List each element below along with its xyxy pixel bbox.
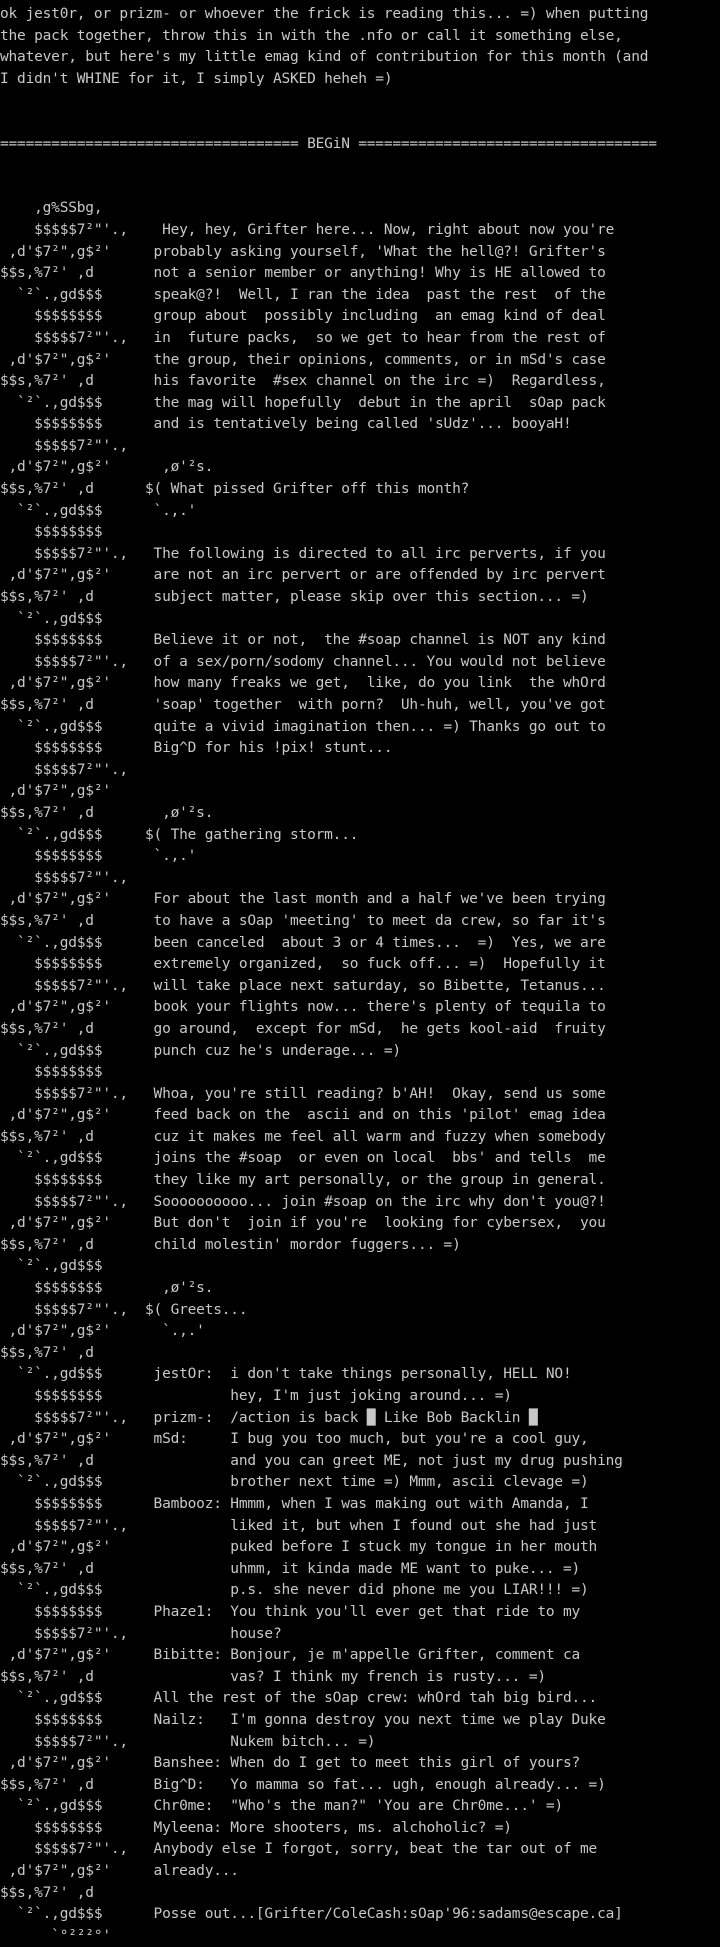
text-line: $$$$$7²"'., liked it, but when I found out she had just	[0, 1517, 598, 1534]
text-line: `²`.,gd$$$ `.,.'	[0, 502, 197, 519]
text-line: $$$$$7²"'., prizm-: /action is back █ Like Bob Backlin █	[0, 1409, 538, 1426]
text-line: $$$$$$$$	[0, 524, 103, 541]
text-line: `²`.,gd$$$ brother next time =) Mmm, ascii clevage =)	[0, 1474, 589, 1491]
text-line: `²`.,gd$$$	[0, 610, 103, 627]
text-line: $$$$$$$$ and is tentatively being called 'sUdz'... booyaH!	[0, 416, 572, 433]
text-line: ,d'$7²",g$²' Banshee: When do I get to meet this girl of yours?	[0, 1755, 581, 1772]
text-line: ,d'$7²",g$²' feed back on the ascii and on this 'pilot' emag idea	[0, 1107, 606, 1124]
text-line: `²`.,gd$$$	[0, 1258, 103, 1275]
text-line: ,d'$7²",g$²' the group, their opinions, comments, or in mSd's case	[0, 351, 606, 368]
text-line: $$s,%7²' ,d Big^D: Yo mamma so fat... ugh, enough already... =)	[0, 1776, 606, 1793]
text-line: $$$$$$$$ hey, I'm just joking around... =)	[0, 1388, 512, 1404]
text-line: $$$$$7²"'., Whoa, you're still reading? b'AH! Okay, send us some	[0, 1085, 606, 1102]
text-line: ,d'$7²",g$²'	[0, 783, 111, 800]
text-line: $$s,%7²' ,d his favorite #sex channel on the irc =) Regardless,	[0, 373, 606, 390]
text-line: $$$$$$$$ extremely organized, so fuck off... =) Hopefully it	[0, 956, 606, 973]
text-line: $$s,%7²' ,d go around, except for mSd, he gets kool-aid fruity	[0, 1020, 606, 1037]
text-line: `°²²²°'	[0, 1927, 111, 1944]
text-line: $$s,%7²' ,d $( What pissed Grifter off this month?	[0, 481, 470, 498]
text-line: `²`.,gd$$$ been canceled about 3 or 4 times... =) Yes, we are	[0, 934, 606, 951]
text-line: `²`.,gd$$$ All the rest of the sOap crew: whOrd tah big bird...	[0, 1690, 598, 1707]
text-line: ,d'$7²",g$²' probably asking yourself, 'What the hell@?! Grifter's	[0, 243, 606, 260]
text-line: $$$$$7²"'., Soooooooooo... join #soap on the irc why don't you@?!	[0, 1193, 606, 1210]
text-line: `²`.,gd$$$ Posse out...[Grifter/ColeCash:sOap'96:sadams@escape.ca]	[0, 1906, 623, 1923]
text-line: `²`.,gd$$$ Chr0me: "Who's the man?" 'You are Chr0me...' =)	[0, 1798, 563, 1815]
text-line: $$s,%7²' ,d subject matter, please skip over this section... =)	[0, 589, 589, 606]
text-line: ,d'$7²",g$²' ,ø'²s.	[0, 459, 214, 476]
text-line: whatever, but here's my little emag kind of contribution for this month (and	[0, 49, 649, 66]
text-line: ,d'$7²",g$²' `.,.'	[0, 1323, 205, 1340]
text-line: $$$$$7²"'., in future packs, so we get to hear from the rest of	[0, 329, 606, 346]
text-line: `²`.,gd$$$ the mag will hopefully debut in the april sOap pack	[0, 394, 606, 411]
text-line: $$$$$$$$ Big^D for his !pix! stunt...	[0, 740, 393, 757]
text-line: $$s,%7²' ,d ,ø'²s.	[0, 804, 214, 821]
text-line: =================================== BEGiN ===================================	[0, 135, 657, 152]
text-line: ,d'$7²",g$²' are not an irc pervert or are offended by irc pervert	[0, 567, 606, 584]
text-line: $$$$$7²"'.,	[0, 437, 128, 454]
text-line	[0, 177, 720, 199]
text-line	[0, 155, 720, 177]
text-line: $$s,%7²' ,d to have a sOap 'meeting' to meet da crew, so far it's	[0, 912, 606, 929]
text-line: $$$$$$$$	[0, 1064, 103, 1081]
text-line: $$$$$7²"'., of a sex/porn/sodomy channel... You would not believe	[0, 653, 606, 670]
text-line: $$$$$7²"'., The following is directed to all irc perverts, if you	[0, 545, 606, 562]
text-line: ,d'$7²",g$²' mSd: I bug you too much, but you're a cool guy,	[0, 1431, 589, 1448]
text-line: $$s,%7²' ,d uhmm, it kinda made ME want to puke... =)	[0, 1560, 581, 1577]
text-line: ,g%SSbg,	[0, 200, 103, 217]
text-line: ,d'$7²",g$²' But don't join if you're looking for cybersex, you	[0, 1215, 606, 1232]
text-line: the pack together, throw this in with the .nfo or call it something else,	[0, 27, 623, 44]
text-line: $$$$$$$$ they like my art personally, or the group in general.	[0, 1172, 606, 1189]
text-line	[0, 90, 720, 112]
text-line: $$s,%7²' ,d	[0, 1884, 94, 1901]
text-line: $$$$$7²"'., $( Greets...	[0, 1301, 248, 1318]
text-line: `²`.,gd$$$ punch cuz he's underage... =)	[0, 1042, 401, 1059]
text-line: $$s,%7²' ,d not a senior member or anything! Why is HE allowed to	[0, 265, 606, 282]
text-line: `²`.,gd$$$ quite a vivid imagination then... =) Thanks go out to	[0, 718, 606, 735]
text-line: `²`.,gd$$$ speak@?! Well, I ran the idea past the rest of the	[0, 286, 606, 303]
text-line: ,d'$7²",g$²' For about the last month and a half we've been trying	[0, 891, 606, 908]
text-line: $$$$$$$$ group about possibly including an emag kind of deal	[0, 308, 606, 325]
text-line: $$$$$$$$ ,ø'²s.	[0, 1280, 214, 1297]
text-line: ,d'$7²",g$²' already...	[0, 1863, 239, 1880]
text-line: $$s,%7²' ,d	[0, 1344, 94, 1361]
text-line: $$$$$7²"'.,	[0, 761, 128, 778]
text-line: `²`.,gd$$$ jestOr: i don't take things personally, HELL NO!	[0, 1366, 572, 1383]
text-line: $$$$$7²"'., will take place next saturday, so Bibette, Tetanus...	[0, 977, 606, 994]
text-line: $$$$$$$$ `.,.'	[0, 848, 197, 865]
text-line: ,d'$7²",g$²' puked before I stuck my tongue in her mouth	[0, 1539, 598, 1556]
text-line: $$$$$7²"'.,	[0, 869, 128, 886]
text-line: `²`.,gd$$$ joins the #soap or even on local bbs' and tells me	[0, 1150, 606, 1167]
text-line	[0, 112, 720, 134]
text-line: `²`.,gd$$$ $( The gathering storm...	[0, 826, 359, 843]
text-line: $$$$$$$$ Phaze1: You think you'll ever get that ride to my	[0, 1603, 581, 1620]
text-line: $$$$$$$$ Believe it or not, the #soap channel is NOT any kind	[0, 632, 606, 649]
text-line: $$s,%7²' ,d cuz it makes me feel all warm and fuzzy when somebody	[0, 1128, 606, 1145]
text-line: I didn't WHINE for it, I simply ASKED heheh =)	[0, 70, 393, 87]
text-line: `²`.,gd$$$ p.s. she never did phone me you LIAR!!! =)	[0, 1582, 589, 1599]
text-line: $$$$$7²"'., house?	[0, 1625, 282, 1642]
text-line: $$$$$7²"'., Anybody else I forgot, sorry, beat the tar out of me	[0, 1841, 598, 1858]
text-line: ,d'$7²",g$²' book your flights now... there's plenty of tequila to	[0, 999, 606, 1016]
text-line: $$$$$$$$ Bambooz: Hmmm, when I was making out with Amanda, I	[0, 1495, 589, 1512]
text-line: ok jest0r, or prizm- or whoever the frick is reading this... =) when putting	[0, 6, 649, 22]
text-line: $$s,%7²' ,d and you can greet ME, not just my drug pushing	[0, 1452, 623, 1469]
text-line: $$$$$7²"'., Hey, hey, Grifter here... Now, right about now you're	[0, 221, 615, 238]
text-line: $$$$$$$$ Nailz: I'm gonna destroy you next time we play Duke	[0, 1711, 606, 1728]
text-line: ,d'$7²",g$²' Bibitte: Bonjour, je m'appelle Grifter, comment ca	[0, 1647, 581, 1664]
text-line: $$$$$$$$ Myleena: More shooters, ms. alchoholic? =)	[0, 1819, 512, 1836]
text-line: $$$$$7²"'., Nukem bitch... =)	[0, 1733, 376, 1750]
text-line: $$s,%7²' ,d vas? I think my french is rusty... =)	[0, 1668, 546, 1685]
ascii-text-document	[0, 4, 720, 1947]
text-line: $$s,%7²' ,d child molestin' mordor fuggers... =)	[0, 1236, 461, 1253]
text-line: ,d'$7²",g$²' how many freaks we get, like, do you link the whOrd	[0, 675, 606, 692]
text-line: $$s,%7²' ,d 'soap' together with porn? Uh-huh, well, you've got	[0, 697, 606, 713]
